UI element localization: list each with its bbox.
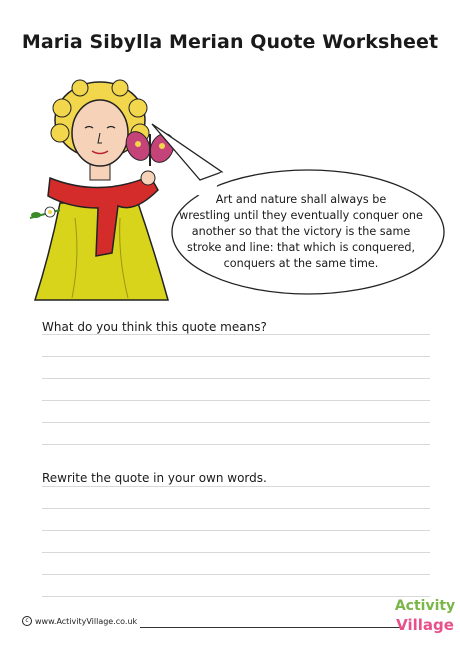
quote-line: conquers at the same time. (223, 257, 379, 270)
writing-line[interactable] (42, 530, 430, 531)
writing-line[interactable] (42, 334, 430, 335)
footer-url[interactable] (22, 616, 137, 626)
logo-word-village: Village (396, 616, 454, 634)
quote-line: wrestling until they eventually conquer one (179, 209, 423, 222)
writing-line[interactable] (42, 486, 430, 487)
writing-line[interactable] (42, 444, 430, 445)
writing-line[interactable] (42, 574, 430, 575)
quote-line: stroke and line: that which is conquered, (186, 241, 416, 254)
writing-line[interactable] (42, 422, 430, 423)
logo-word-activity: Activity (395, 598, 455, 614)
activity-village-logo[interactable] (395, 592, 455, 640)
writing-line[interactable] (42, 596, 430, 597)
question-1: What do you think this quote means? (42, 320, 267, 334)
flower-icon (30, 207, 60, 218)
writing-line[interactable] (42, 356, 430, 357)
writing-line[interactable] (42, 508, 430, 509)
footer-divider (140, 627, 400, 628)
footer-url-text: www.ActivityVillage.co.uk (35, 616, 138, 626)
quote-line: another so that the victory is the same (191, 225, 411, 238)
writing-line[interactable] (42, 378, 430, 379)
worksheet-title: Maria Sibylla Merian Quote Worksheet (21, 31, 439, 53)
copyright-icon: c (22, 616, 32, 626)
writing-line[interactable] (42, 552, 430, 553)
writing-line[interactable] (42, 400, 430, 401)
quote-line: Art and nature shall always be (215, 193, 387, 206)
question-2: Rewrite the quote in your own words. (42, 471, 267, 485)
quote-text (176, 192, 426, 272)
